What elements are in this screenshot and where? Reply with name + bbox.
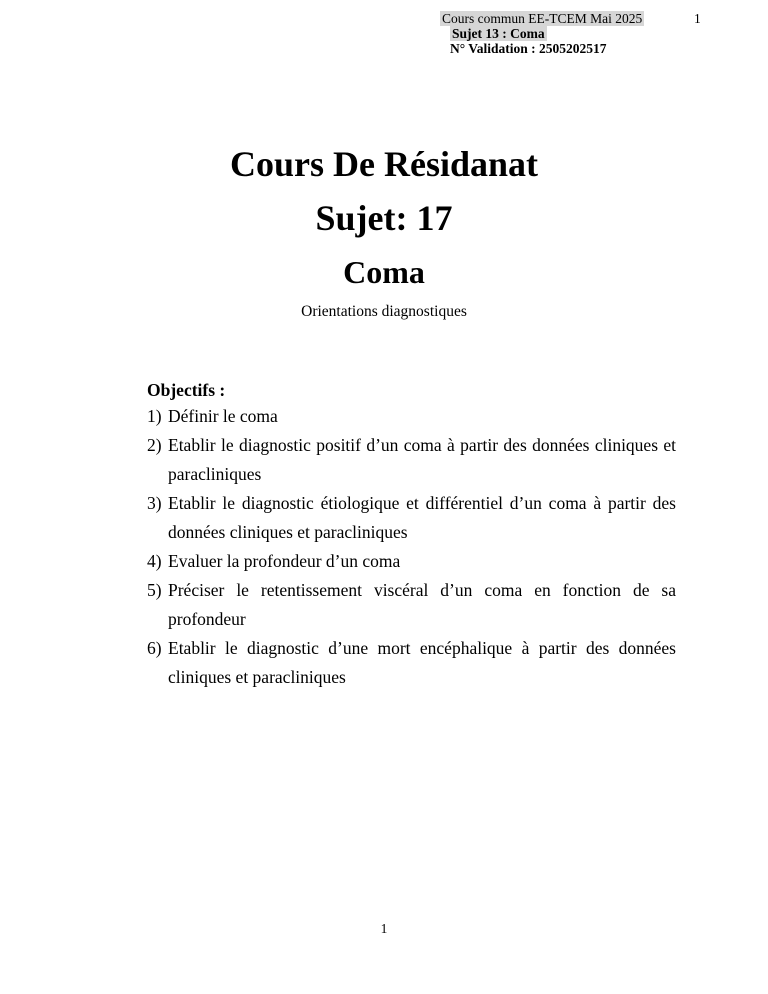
objective-text (168, 634, 676, 692)
objective-text (168, 431, 676, 489)
objective-item-1 (147, 402, 676, 431)
objective-number: 3) (147, 493, 162, 513)
document-header (440, 11, 644, 56)
objective-item-5 (147, 576, 676, 634)
objective-text (168, 547, 676, 576)
header-line-subject (450, 26, 644, 41)
objectives-list (147, 402, 676, 692)
topic-title: Coma (343, 254, 425, 290)
objective-text (168, 489, 676, 547)
objective-item-2 (147, 431, 676, 489)
objective-number: 4) (147, 551, 162, 571)
objective-line: Evaluer la profondeur d’un coma (168, 551, 401, 571)
objective-number: 5) (147, 580, 162, 600)
objective-number: 2) (147, 435, 162, 455)
objective-number: 1) (147, 406, 162, 426)
objective-line: Etablir le diagnostic positif d’un coma à partir des données cliniques et (168, 435, 676, 455)
objective-line: cliniques et paracliniques (168, 667, 346, 687)
objective-text (168, 576, 676, 634)
objective-line: Etablir le diagnostic étiologique et différentiel d’un coma à partir des (168, 493, 676, 513)
objective-item-4 (147, 547, 676, 576)
objective-line: données cliniques et paracliniques (168, 522, 408, 542)
header-line-course (440, 11, 644, 26)
topic-subtitle: Orientations diagnostiques (301, 303, 467, 320)
highlighted-text: Sujet 13 : Coma (452, 26, 545, 41)
objective-line: paracliniques (168, 464, 262, 484)
objective-item-3 (147, 489, 676, 547)
objectives-section (147, 376, 676, 692)
page-title: Cours De Résidanat (229, 144, 538, 184)
objective-item-6 (147, 634, 676, 692)
highlighted-text: Cours commun EE-TCEM Mai 2025 (442, 11, 643, 26)
objectives-heading: Objectifs : (147, 380, 226, 400)
objective-text (168, 402, 676, 431)
footer-page-number: 1 (380, 921, 388, 936)
page-subtitle: Sujet: 17 (315, 198, 453, 238)
header-page-number: 1 (694, 11, 701, 26)
objective-line: Définir le coma (168, 406, 278, 426)
objective-number: 6) (147, 638, 162, 658)
header-line-validation: N° Validation : 2505202517 (450, 41, 607, 56)
objective-line: Etablir le diagnostic d’une mort encéphalique à partir des données (168, 638, 676, 658)
objective-line: profondeur (168, 609, 246, 629)
objective-line: Préciser le retentissement viscéral d’un coma en fonction de sa (168, 580, 676, 600)
